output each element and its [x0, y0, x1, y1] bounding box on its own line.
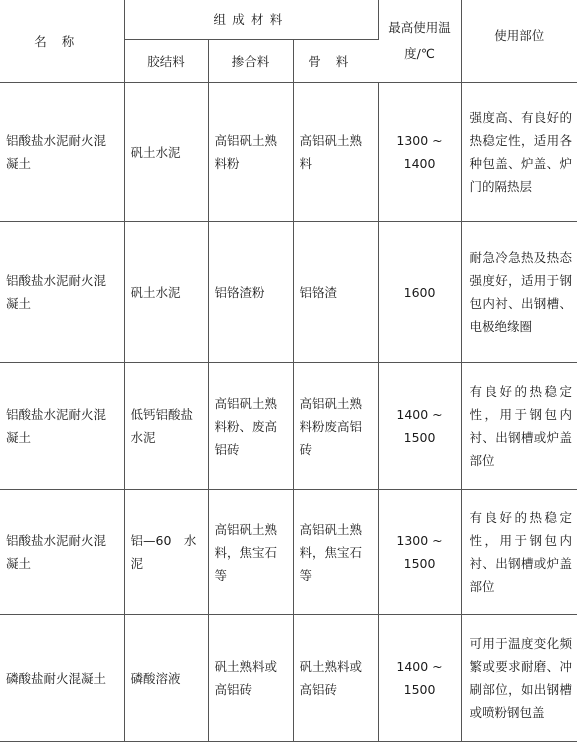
cell-admixture: 铝铬渣粉 — [208, 222, 293, 363]
cell-usage: 可用于温度变化频繁或要求耐磨、冲刷部位，如出钢槽或喷粉钢包盖 — [461, 615, 577, 742]
cell-admixture: 高铝矾土熟料粉 — [208, 83, 293, 222]
cell-aggregate: 铝铬渣 — [293, 222, 378, 363]
header-usage: 使用部位 — [461, 0, 577, 83]
header-admixture: 掺合料 — [208, 40, 293, 83]
cell-binder: 铝—60 水泥 — [124, 490, 208, 615]
table-row — [0, 222, 577, 363]
cell-usage: 强度高、有良好的热稳定性，适用各种包盖、炉盖、炉门的隔热层 — [461, 83, 577, 222]
cell-admixture: 高铝矾土熟料粉、废高铝砖 — [208, 363, 293, 490]
cell-admixture: 矾土熟料或高铝砖 — [208, 615, 293, 742]
header-row-top — [0, 0, 577, 40]
cell-aggregate: 高铝矾土熟料粉废高铝砖 — [293, 363, 378, 490]
header-binder: 胶结料 — [124, 40, 208, 83]
table-row — [0, 83, 577, 222]
cell-usage: 有良好的热稳定性，用于钢包内衬、出钢槽或炉盖部位 — [461, 363, 577, 490]
cell-name: 铝酸盐水泥耐火混凝土 — [0, 83, 124, 222]
header-max-temp — [378, 0, 461, 83]
table-row — [0, 490, 577, 615]
cell-aggregate: 高铝矾土熟料 — [293, 83, 378, 222]
cell-name: 铝酸盐水泥耐火混凝土 — [0, 222, 124, 363]
cell-binder: 矾土水泥 — [124, 83, 208, 222]
cell-binder: 矾土水泥 — [124, 222, 208, 363]
header-aggregate: 骨料 — [293, 40, 378, 83]
cell-usage: 有良好的热稳定性，用于钢包内衬、出钢槽或炉盖部位 — [461, 490, 577, 615]
cell-max-temp: 1300 ~ 1400 — [378, 83, 461, 222]
header-composition: 组成材料 — [124, 0, 378, 40]
cell-name: 铝酸盐水泥耐火混凝土 — [0, 490, 124, 615]
table-row — [0, 615, 577, 742]
cell-max-temp: 1400 ~ 1500 — [378, 363, 461, 490]
cell-name: 磷酸盐耐火混凝土 — [0, 615, 124, 742]
cell-name: 铝酸盐水泥耐火混凝土 — [0, 363, 124, 490]
cell-aggregate: 矾土熟料或高铝砖 — [293, 615, 378, 742]
cell-aggregate: 高铝矾土熟料，焦宝石等 — [293, 490, 378, 615]
cell-max-temp: 1300 ~ 1500 — [378, 490, 461, 615]
header-max-temp-text: 最高使用温度/℃ — [388, 20, 451, 61]
cell-admixture: 高铝矾土熟料，焦宝石等 — [208, 490, 293, 615]
cell-binder: 低钙铝酸盐水泥 — [124, 363, 208, 490]
cell-max-temp: 1600 — [378, 222, 461, 363]
cell-max-temp: 1400 ~ 1500 — [378, 615, 461, 742]
header-name: 名称 — [0, 0, 124, 83]
table-row — [0, 363, 577, 490]
cell-usage: 耐急冷急热及热态强度好，适用于钢包内衬、出钢槽、电极绝缘圈 — [461, 222, 577, 363]
cell-binder: 磷酸溶液 — [124, 615, 208, 742]
